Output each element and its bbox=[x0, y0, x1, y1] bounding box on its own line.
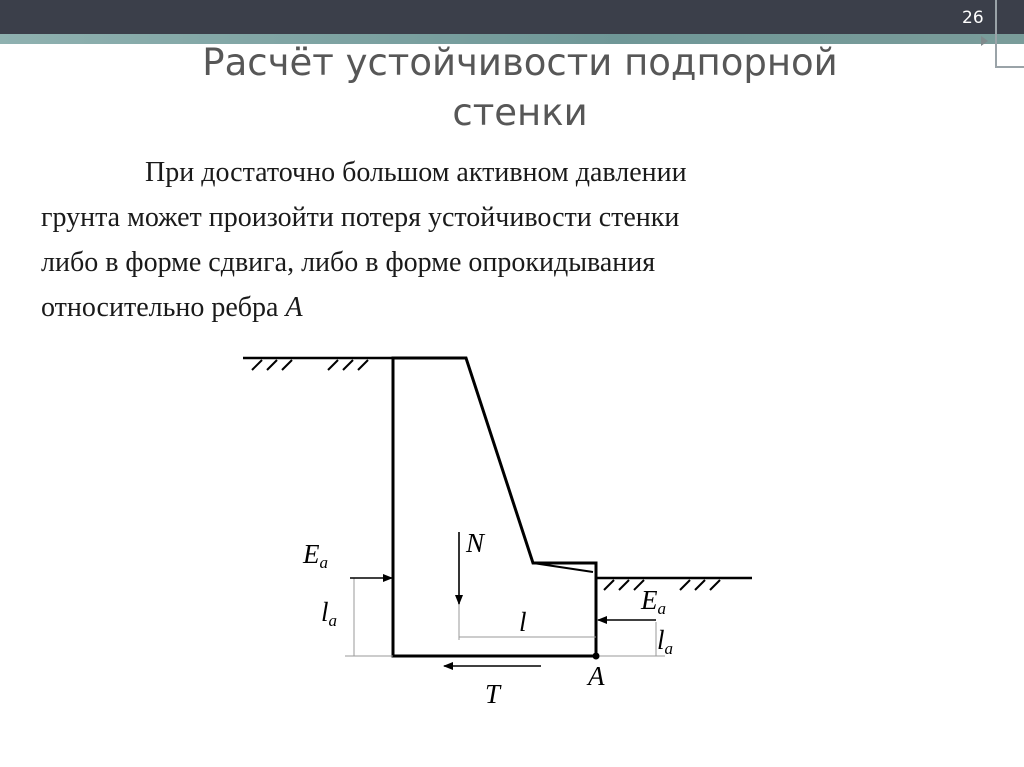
paragraph-line-4: относительно ребра A bbox=[41, 292, 303, 323]
label-t: T bbox=[485, 679, 501, 709]
label-ea-left: Ea bbox=[303, 539, 328, 572]
wall-outline bbox=[393, 358, 596, 656]
label-la-right: la bbox=[657, 625, 674, 658]
label-la-left: la bbox=[321, 597, 338, 630]
title-line-2: стенки bbox=[452, 91, 588, 134]
ground-left bbox=[243, 358, 393, 370]
slide-number: 26 bbox=[962, 8, 984, 28]
label-a: A bbox=[588, 661, 605, 691]
ground-right bbox=[596, 578, 752, 590]
label-n: N bbox=[466, 528, 485, 558]
paragraph-line-1: При достаточно большом активном давлении bbox=[145, 157, 687, 188]
label-ea-right: Ea bbox=[641, 585, 666, 618]
label-l: l bbox=[519, 607, 527, 637]
pivot-point-a bbox=[593, 653, 600, 660]
paragraph-line-2: грунта может произойти потеря устойчивости стенки bbox=[41, 202, 680, 233]
paragraph-line-3: либо в форме сдвига, либо в форме опрокидывания bbox=[41, 247, 656, 278]
title-line-1: Расчёт устойчивости подпорной bbox=[202, 41, 838, 84]
